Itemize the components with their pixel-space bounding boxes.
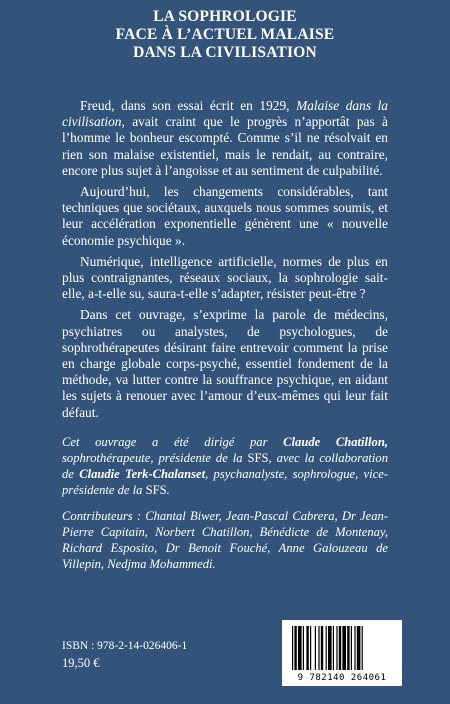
title-line-3: DANS LA CIVILISATION [133, 44, 317, 61]
collaborator-name: Claudie Terk-Chalanset [79, 467, 206, 481]
paragraph-2: Aujourd’hui, les changements considérables, tant techniques que sociétaux, auxquels nous sommes soumis, et leur accélération exponentielle génèrent une « nouvelle économie psychique ». [62, 184, 388, 248]
credit-end: . [166, 483, 170, 497]
collab-text: , avec la collaboration de [62, 451, 388, 481]
isbn-number: ISBN : 978-2-14-026406-1 [62, 640, 188, 652]
paragraph-1-start: Freud, dans son essai écrit en 1929, [80, 98, 297, 113]
barcode [282, 620, 402, 686]
barcode-bars-icon [292, 626, 392, 670]
credits-block [62, 434, 388, 582]
collaborator-role: , psychanalyste, sophrologue, vice-présidente de la [62, 467, 388, 497]
sfs-acronym: SFS [247, 451, 269, 465]
book-reference: Malaise dans la civilisation [62, 98, 388, 130]
book-title [0, 8, 450, 62]
editor-credit [62, 434, 388, 498]
paragraph-3: Numérique, intelligence artificielle, normes de plus en plus contraignantes, réseaux sociaux, la sophrologie sait-elle, a-t-elle su, saura-t-elle s’adapter, résister peut-être ? [62, 253, 388, 302]
contributors-list: Contributeurs : Chantal Biwer, Jean-Pascal Cabrera, Dr Jean-Pierre Capitain, Norbert Chatillon, Bénédicte de Montenay, Richard Esposito, Dr Benoit Fouché, Anne Galouzeau de Villepin, Nedjma Mohammedi. [62, 509, 388, 571]
barcode-number: 9 782140 264061 [297, 673, 387, 683]
sfs-acronym-2: SFS [145, 483, 167, 497]
director-name: Claude Chatillon, [283, 435, 388, 449]
paragraph-1 [62, 98, 388, 179]
price: 19,50 € [62, 656, 100, 670]
credit-intro: Cet ouvrage a été dirigé par [62, 435, 284, 449]
paragraph-4: Dans cet ouvrage, s’exprime la parole de médecins, psychiatres ou analystes, de psychologues, de sophrothérapeutes désirant faire entrevoir comment la prise en charge globale corps-psyché, essentiel fondement de la méthode, va lutter contre la souffrance psychique, en aidant les sujets à renouer avec l’amour d’eux-mêmes qui leur fait défaut. [62, 307, 388, 420]
back-cover-blurb [62, 98, 388, 426]
paragraph-1-end: , avait craint que le progrès n’apportât pas à l’homme le bonheur escompté. Comme s’il ne résolvait en rien son malaise existentiel, mais le rendait, au contraire, encore plus sujet à l’angoisse et au sentiment de culpabilité. [62, 114, 388, 178]
title-line-2: FACE À L’ACTUEL MALAISE [115, 26, 335, 43]
director-role: sophrothérapeute, présidente de la [62, 451, 248, 465]
title-line-1: LA SOPHROLOGIE [153, 8, 297, 25]
